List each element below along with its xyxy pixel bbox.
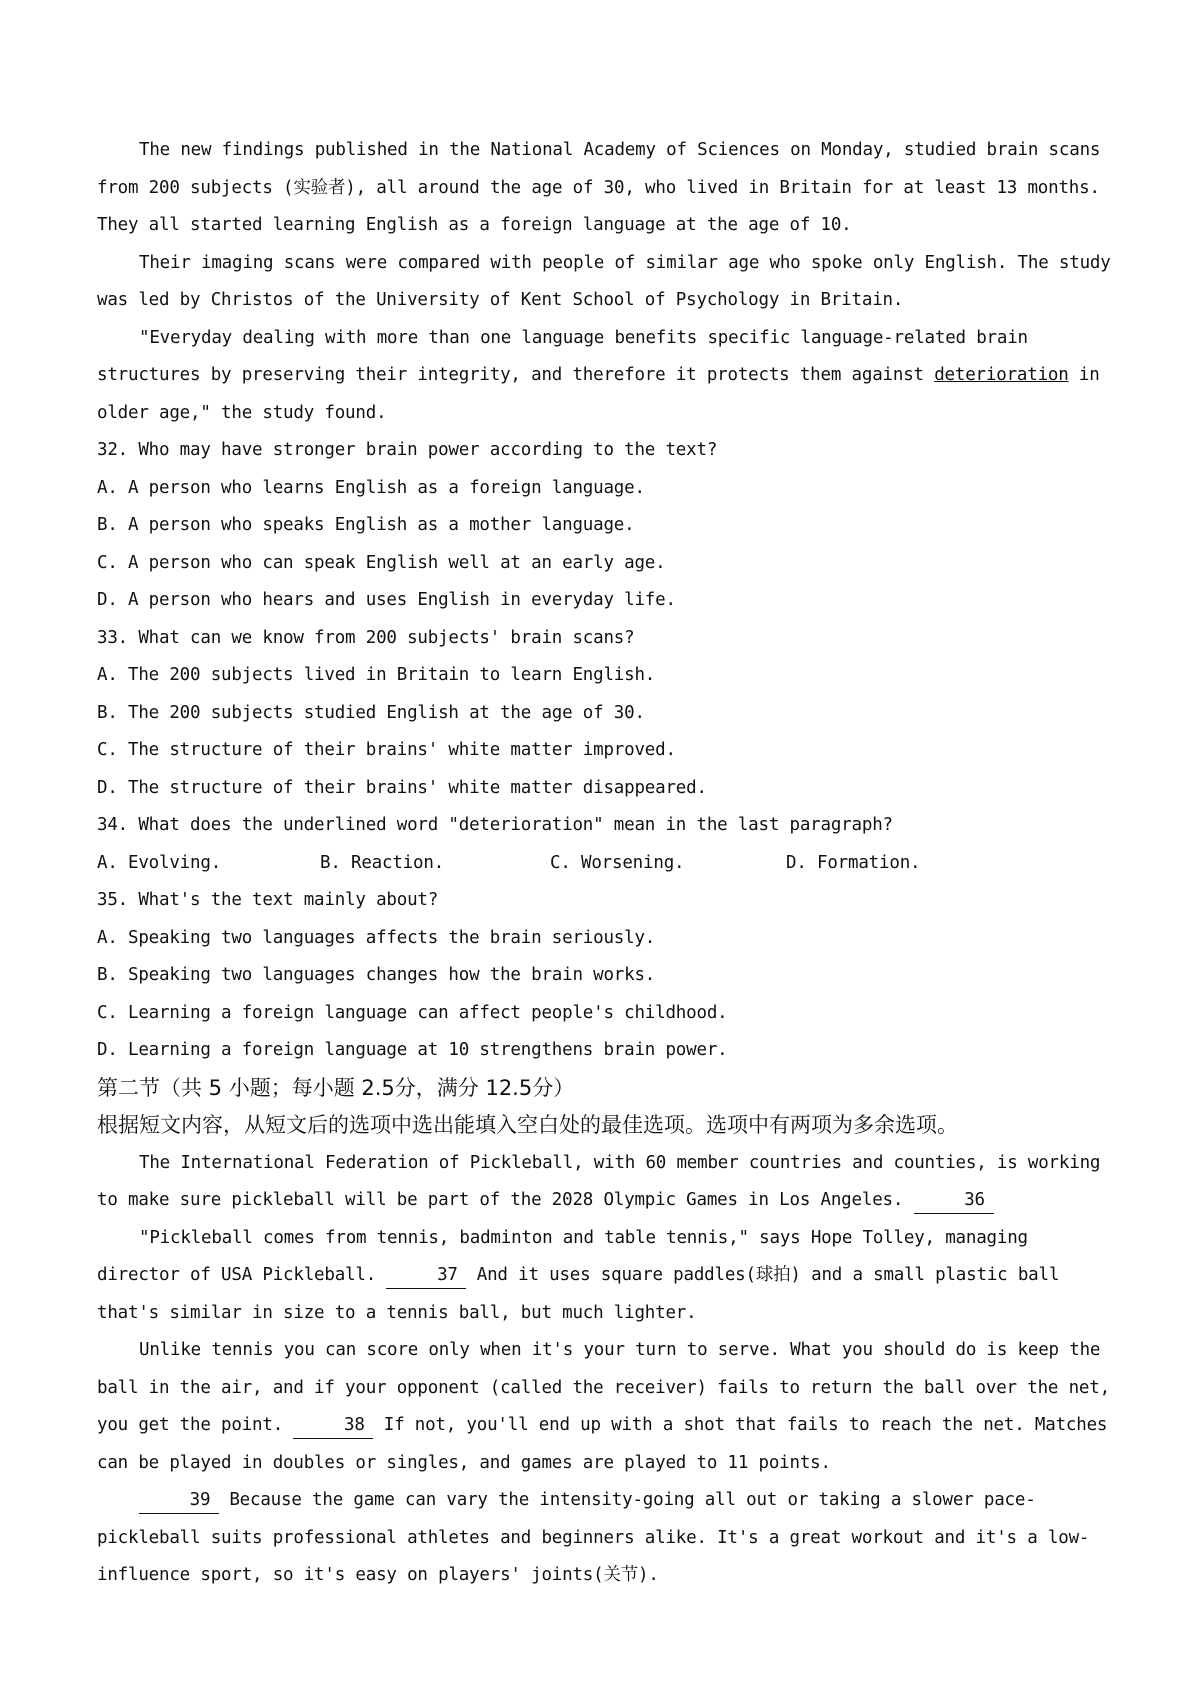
question-32-option-a: A. A person who learns English as a foreign language. [97,477,645,498]
blank-36: 36 [914,1187,994,1214]
question-33-option-b: B. The 200 subjects studied English at the age of 30. [97,702,645,723]
question-33-option-d: D. The structure of their brains' white matter disappeared. [97,777,707,798]
question-32-option-d: D. A person who hears and uses English in everyday life. [97,590,676,610]
passage-paragraph-3 [97,320,1111,433]
question-32-stem: 32. Who may have stronger brain power according to the text? [97,440,718,460]
question-34-stem: 34. What does the underlined word "deterioration" mean in the last paragraph? [97,815,893,835]
question-33-option-c: C. The structure of their brains' white matter improved. [97,740,676,760]
question-34-option-d: D. Formation. [786,852,921,873]
section-heading: 第二节（共 5 小题；每小题 2.5分，满分 12.5分） [97,1075,575,1100]
pickleball-paragraph-4 [97,1482,1111,1595]
section-instruction: 根据短文内容，从短文后的选项中选出能填入空白处的最佳选项。选项中有两项为多余选项。 [97,1113,958,1137]
underlined-word: deterioration [934,365,1069,385]
question-32-option-b: B. A person who speaks English as a mother language. [97,515,635,535]
pickleball-paragraph-3-tail: If not, you'll end up with a shot that fails to reach the net. Matches can be played in doubles or singles, and games are played to 11 points. [97,1415,1108,1473]
question-35-option-a: A. Speaking two languages affects the brain seriously. [97,927,656,948]
blank-38: 38 [293,1412,373,1439]
pickleball-paragraph-3 [97,1332,1111,1482]
pickleball-paragraph-2 [97,1220,1111,1333]
passage-paragraph-2: Their imaging scans were compared with people of similar age who spoke only English. The study was led by Christos of the University of Kent School of Psychology in Britain. [97,252,1111,310]
blank-39: 39 [139,1487,219,1514]
question-35-option-c: C. Learning a foreign language can affect people's childhood. [97,1002,728,1023]
passage-paragraph-3-tail: in older age," the study found. [97,365,1100,423]
question-33-stem: 33. What can we know from 200 subjects' brain scans? [97,627,635,648]
question-35-stem: 35. What's the text mainly about? [97,890,439,910]
question-34-option-c: C. Worsening. [550,852,685,873]
pickleball-paragraph-1 [97,1145,1111,1220]
pickleball-paragraph-1-text: The International Federation of Pickleball, with 60 member countries and counties, is working to make sure pickleball will be part of the 2028 Olympic Games in Los Angeles. [97,1152,1101,1210]
pickleball-paragraph-2-text: "Pickleball comes from tennis, badminton and table tennis," says Hope Tolley, managing director of USA Pickleball. [97,1227,1028,1285]
question-34-option-a: A. Evolving. [97,852,222,873]
question-33-option-a: A. The 200 subjects lived in Britain to learn English. [97,665,656,685]
pickleball-paragraph-2-tail: And it uses square paddles(球拍) and a small plastic ball that's similar in size to a tennis ball, but much lighter. [97,1265,1060,1323]
question-35-option-d: D. Learning a foreign language at 10 strengthens brain power. [97,1040,728,1060]
pickleball-paragraph-4-text: Because the game can vary the intensity-going all out or taking a slower pace-pickleball suits professional athletes and beginners alike. It's a great workout and it's a low-influence sport, so it's easy on players' joints(关节). [97,1490,1090,1585]
question-34-option-b: B. Reaction. [320,852,445,873]
question-35-option-b: B. Speaking two languages changes how the brain works. [97,965,656,985]
blank-37: 37 [386,1262,466,1289]
question-32-option-c: C. A person who can speak English well at an early age. [97,552,666,573]
passage-paragraph-1: The new findings published in the National Academy of Sciences on Monday, studied brain scans from 200 subjects (实验者), all around the age of 30, who lived in Britain for at least 13 months. They all started learning English as a foreign language at the age of 10. [97,140,1101,235]
pickleball-paragraph-3-text: Unlike tennis you can score only when it's your turn to serve. What you should do is keep the ball in the air, and if your opponent (called the receiver) fails to return the ball over the net, you get the point. [97,1340,1110,1435]
question-34-options [97,845,1111,883]
passage-paragraph-3-text: "Everyday dealing with more than one language benefits specific language-related brain structures by preserving their integrity, and therefore it protects them against [97,327,1028,385]
